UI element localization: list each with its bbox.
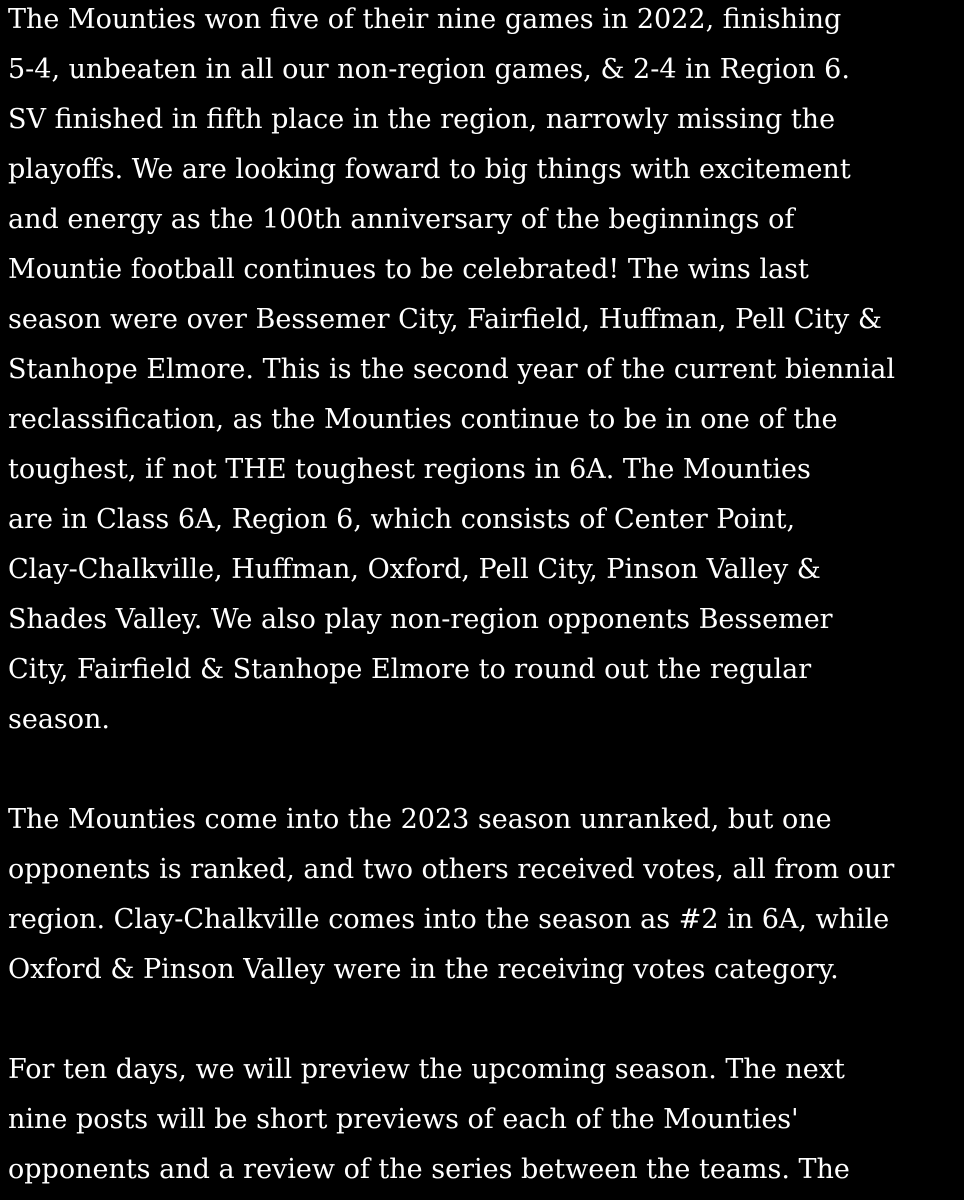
text-line: playoffs. We are looking foward to big things with excitement <box>8 154 851 185</box>
text-line: are in Class 6A, Region 6, which consists of Center Point, <box>8 504 796 535</box>
text-line: Shades Valley. We also play non-region opponents Bessemer <box>8 604 833 635</box>
paragraph-spacer <box>8 745 958 795</box>
text-line: Clay-Chalkville, Huffman, Oxford, Pell City, Pinson Valley & <box>8 554 821 585</box>
article-body <box>8 0 958 1195</box>
text-line: For ten days, we will preview the upcoming season. The next <box>8 1054 845 1085</box>
paragraph-2023-rankings <box>8 795 958 995</box>
text-line: 5-4, unbeaten in all our non-region games, & 2-4 in Region 6. <box>8 54 850 85</box>
paragraph-spacer <box>8 995 958 1045</box>
text-line: The Mounties come into the 2023 season unranked, but one <box>8 804 832 835</box>
text-line: nine posts will be short previews of each of the Mounties' <box>8 1104 799 1135</box>
text-line: City, Fairfield & Stanhope Elmore to round out the regular <box>8 654 812 685</box>
text-line: SV finished in fifth place in the region, narrowly missing the <box>8 104 836 135</box>
text-line: opponents and a review of the series between the teams. The <box>8 1154 850 1185</box>
text-line: region. Clay-Chalkville comes into the season as #2 in 6A, while <box>8 904 890 935</box>
paragraph-preview-series <box>8 1045 958 1195</box>
text-line: Oxford & Pinson Valley were in the receiving votes category. <box>8 954 839 985</box>
text-line: toughest, if not THE toughest regions in 6A. The Mounties <box>8 454 811 485</box>
text-line: season. <box>8 704 111 735</box>
text-line: season were over Bessemer City, Fairfield, Huffman, Pell City & <box>8 304 882 335</box>
text-line: Stanhope Elmore. This is the second year of the current biennial <box>8 354 896 385</box>
text-line: opponents is ranked, and two others received votes, all from our <box>8 854 895 885</box>
text-line: and energy as the 100th anniversary of the beginnings of <box>8 204 795 235</box>
text-line: Mountie football continues to be celebrated! The wins last <box>8 254 809 285</box>
paragraph-2022-season-recap <box>8 0 958 745</box>
text-line: reclassification, as the Mounties continue to be in one of the <box>8 404 838 435</box>
text-line: The Mounties won five of their nine games in 2022, finishing <box>8 4 842 35</box>
